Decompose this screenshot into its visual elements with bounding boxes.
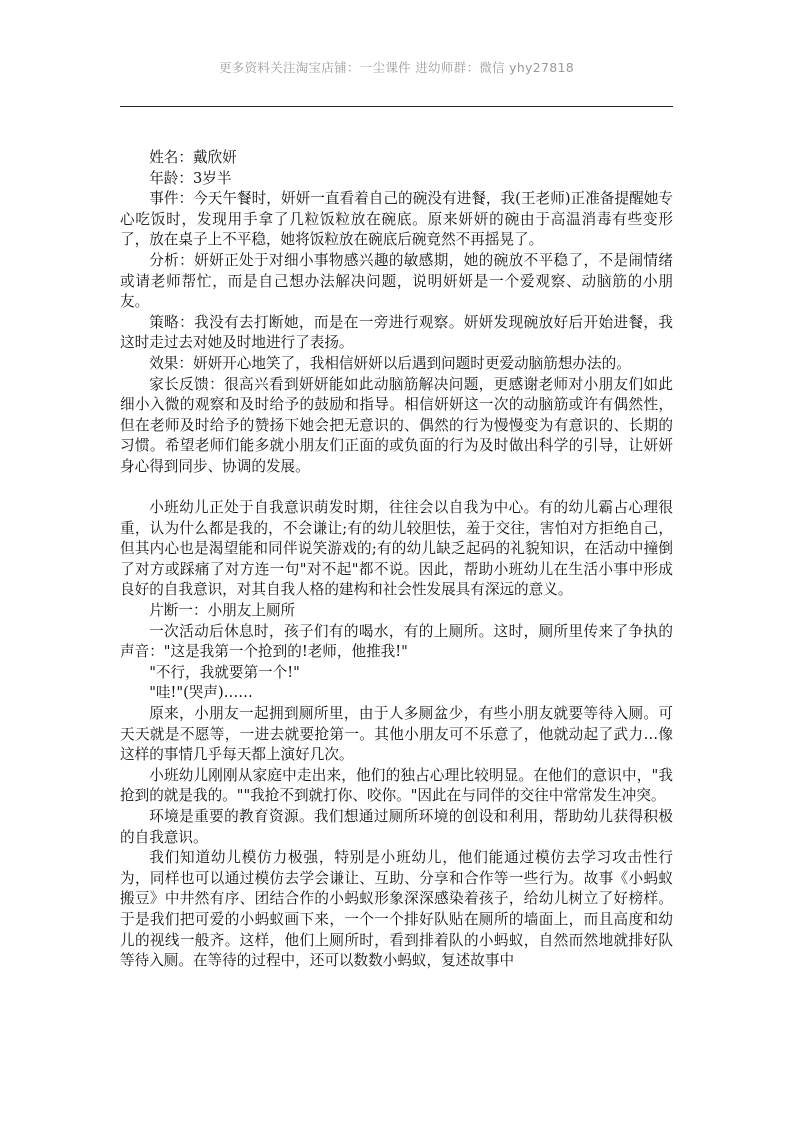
record-effect: 效果：妍妍开心地笑了，我相信妍妍以后遇到问题时更爱动脑筋想办法的。	[149, 354, 631, 372]
header-divider	[120, 106, 673, 107]
article-paragraph: "哇!"(哭声)……	[149, 684, 253, 702]
record-age: 年龄：3岁半	[149, 169, 232, 187]
paragraph-spacer	[120, 478, 673, 499]
article-paragraph: 一次活动后休息时，孩子们有的喝水，有的上厕所。这时，厕所里传来了争执的声音："这是我第一个抢到的!老师，他推我!"	[120, 622, 673, 661]
article-paragraph: 我们知道幼儿模仿力极强，特别是小班幼儿，他们能通过模仿去学习攻击性行为，同样也可以通过模仿去学会谦让、互助、分享和合作等一些行为。故事《小蚂蚁搬豆》中井然有序、团结合作的小蚂蚁形象深深感染着孩子，给幼儿树立了好榜样。于是我们把可爱的小蚂蚁画下来，一个一个排好队贴在厕所的墙面上，而且高度和幼儿的视线一般齐。这样，他们上厕所时，看到排着队的小蚂蚁，自然而然地就排好队等待入厕。在等待的过程中，还可以数数小蚂蚁，复述故事中	[120, 849, 673, 970]
article-paragraph: 小班幼儿刚刚从家庭中走出来，他们的独占心理比较明显。在他们的意识中，"我抢到的就是我的。""我抢不到就打你、咬你。"因此在与同伴的交往中常常发生冲突。	[120, 766, 673, 805]
record-strategy: 策略：我没有去打断她，而是在一旁进行观察。妍妍发现碗放好后开始进餐，我这时走过去对她及时地进行了表扬。	[120, 313, 673, 352]
record-name: 姓名：戴欣妍	[149, 149, 237, 166]
page-header: 更多资料关注淘宝店铺：一尘课件 进幼师群：微信 yhy27818	[218, 60, 575, 75]
document-body	[120, 148, 673, 972]
article-paragraph: "不行，我就要第一个!"	[149, 663, 300, 681]
fragment-title: 片断一：小朋友上厕所	[149, 602, 296, 620]
article-intro: 小班幼儿正处于自我意识萌发时期，往往会以自我为中心。有的幼儿霸占心理很重，认为什么都是我的，不会谦让;有的幼儿较胆怯，羞于交往，害怕对方拒绝自己，但其内心也是渴望能和同伴说笑游戏的;有的幼儿缺乏起码的礼貌知识，在活动中撞倒了对方或踩痛了对方连一句"对不起"都不说。因此，帮助小班幼儿在生活小事中形成良好的自我意识，对其自我人格的建构和社会性发展具有深远的意义。	[120, 499, 673, 599]
record-parent-feedback: 家长反馈：很高兴看到妍妍能如此动脑筋解决问题，更感谢老师对小朋友们如此细小入微的观察和及时给予的鼓励和指导。相信妍妍这一次的动脑筋或许有偶然性，但在老师及时给予的赞扬下她会把无意识的、偶然的行为慢慢变为有意识的、长期的习惯。希望老师们能多就小朋友们正面的或负面的行为及时做出科学的引导，让妍妍身心得到同步、协调的发展。	[120, 375, 673, 475]
article-paragraph: 原来，小朋友一起拥到厕所里，由于人多厕盆少，有些小朋友就要等待入厕。可天天就是不愿等，一进去就要抢第一。其他小朋友可不乐意了，他就动起了武力…像这样的事情几乎每天都上演好几次。	[120, 705, 673, 764]
record-analysis: 分析：妍妍正处于对细小事物感兴趣的敏感期，她的碗放不平稳了，不是闹情绪或请老师帮忙，而是自己想办法解决问题，说明妍妍是一个爱观察、动脑筋的小朋友。	[120, 251, 673, 311]
record-event: 事件：今天午餐时，妍妍一直看着自己的碗没有进餐，我(王老师)正准备提醒她专心吃饭时，发现用手拿了几粒饭粒放在碗底。原来妍妍的碗由于高温消毒有些变形了，放在桌子上不平稳，她将饭粒放在碗底后碗竟然不再摇晃了。	[120, 190, 673, 249]
article-paragraph: 环境是重要的教育资源。我们想通过厕所环境的创设和利用，帮助幼儿获得积极的自我意识。	[120, 808, 673, 846]
